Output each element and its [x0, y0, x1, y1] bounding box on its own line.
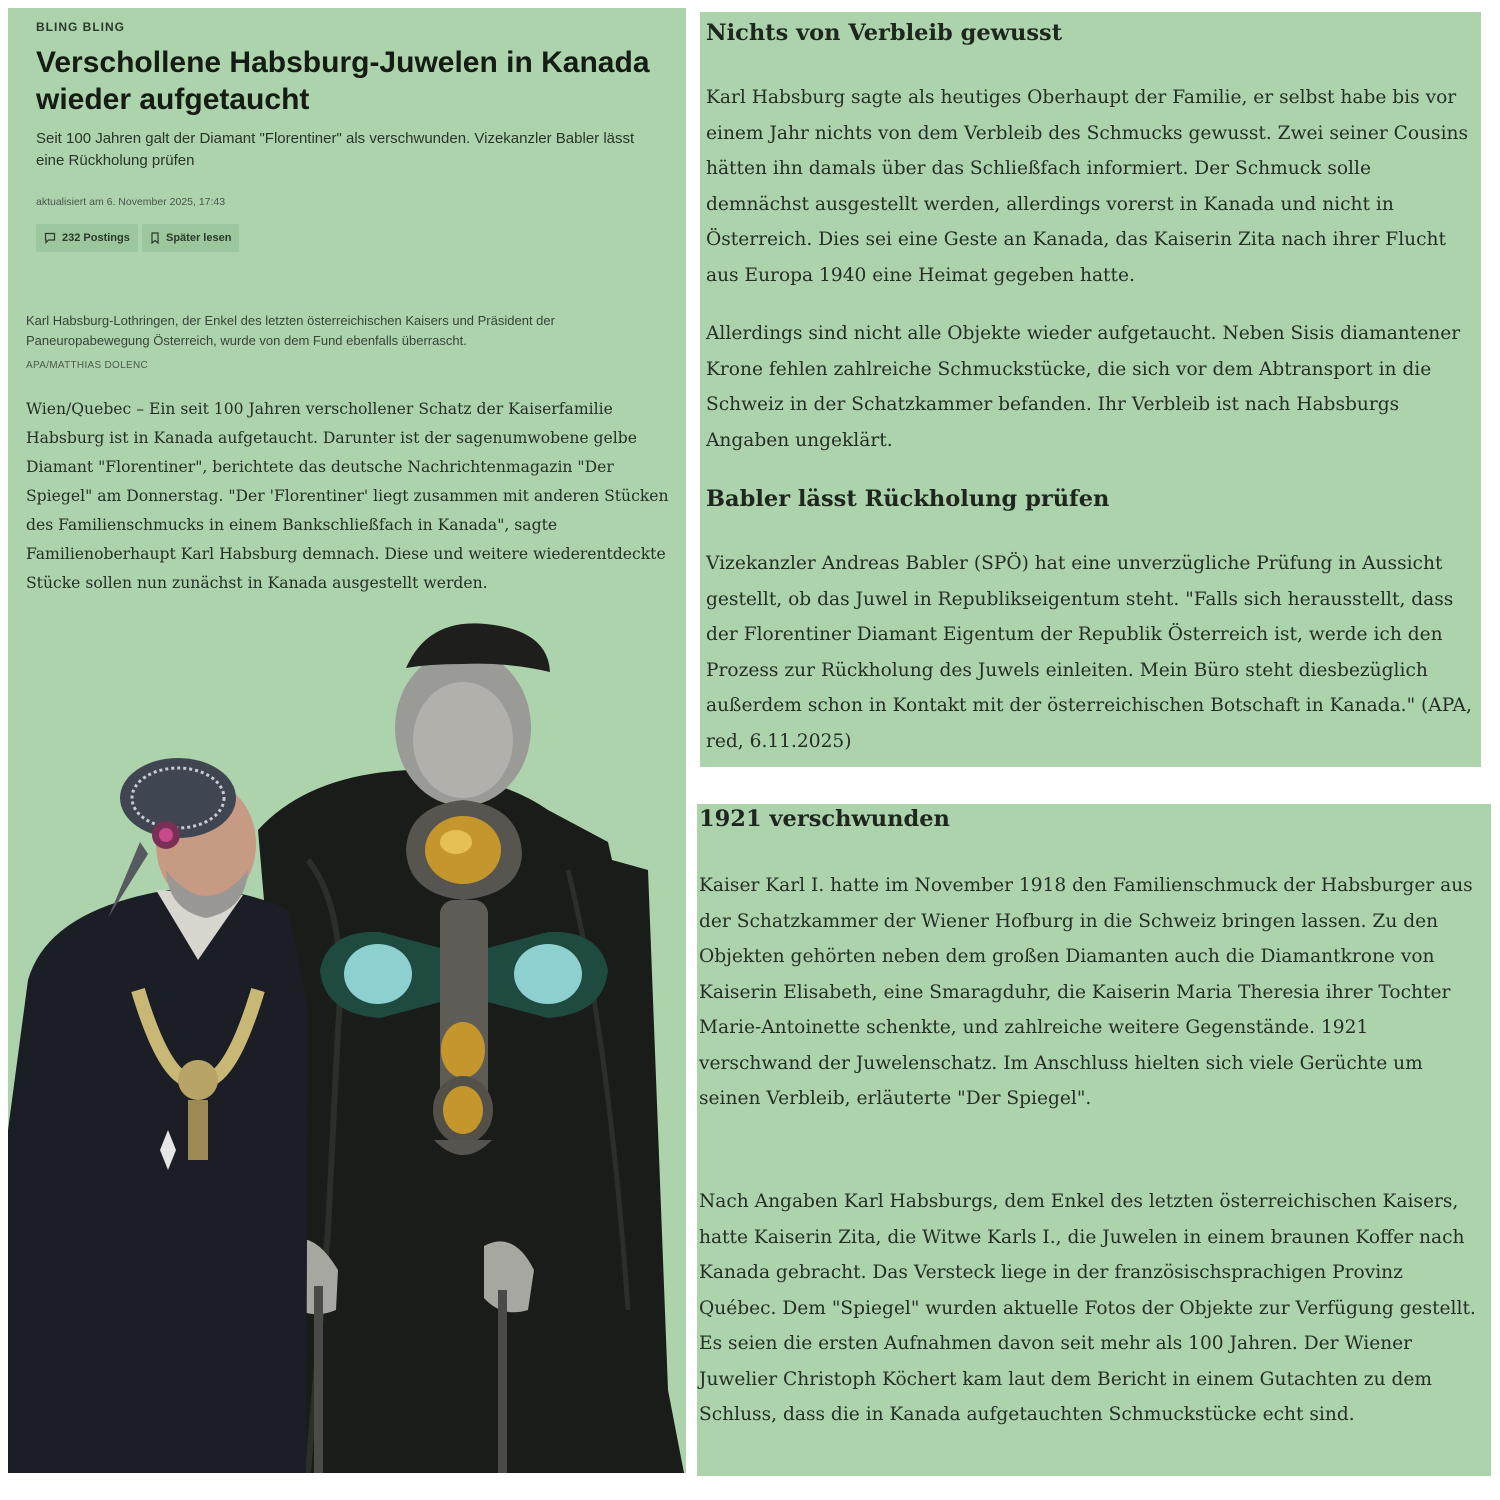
paragraph-1921: Kaiser Karl I. hatte im November 1918 den Familienschmuck der Habsburger aus der Schatzkammer der Wiener Hofburg in die Schweiz bringen lassen. Zu den Objekten gehörten neben dem großen Diamanten auch die Diamantkrone von Kaiserin Elisabeth, eine Smaragduhr, die Kaiserin Maria Theresia ihrer Tochter Marie-Antoinette schenkte, und zahlreiche weitere Gegenstände. 1921 verschwand der Juwelenschatz. Im Anschluss hielten sich viele Gerüchte um seinen Verbleib, erläuterte "Der Spiegel".: [699, 875, 1473, 1109]
article-body: Wien/Quebec – Ein seit 100 Jahren verschollener Schatz der Kaiserfamilie Habsburg ist in Kanada aufgetaucht. Darunter ist der sagenumwobene gelbe Diamant "Florentiner", berichtete das deutsche Nachrichtenmagazin "Der Spiegel" am Donnerstag. "Der 'Florentiner' liegt zusammen mit anderen Stücken des Familienschmucks in einem Bankschließfach in Kanada", sagte Familienoberhaupt Karl Habsburg demnach. Diese und weitere wiederentdeckte Stücke sollen nun zunächst in Kanada ausgestellt werden.: [26, 400, 669, 592]
read-later-label: Später lesen: [166, 232, 232, 244]
paragraph-verbleib: Karl Habsburg sagte als heutiges Oberhaupt der Familie, er selbst habe bis vor einem Jahr nichts von dem Verbleib des Schmucks gewusst. Zwei seiner Cousins hätten ihn damals über das Schließfach informiert. Der Schmuck solle demnächst ausgestellt werden, allerdings vorerst in Kanada und nicht in Österreich. Dies sei eine Geste an Kanada, das Kaiserin Zita nach ihrer Flucht aus Europa 1940 eine Heimat gegeben hatte.: [706, 87, 1469, 286]
section-heading-babler: Babler lässt Rückholung prüfen: [706, 486, 1110, 512]
paragraph-kanada: Nach Angaben Karl Habsburgs, dem Enkel des letzten österreichischen Kaisers, hatte Kaiserin Zita, die Witwe Karls I., die Juwelen in einem braunen Koffer nach Kanada gebracht. Das Versteck liege in der französischsprachigen Provinz Québec. Dem "Spiegel" wurden aktuelle Fotos der Objekte zur Verfügung gestellt. Es seien die ersten Aufnahmen davon seit mehr als 100 Jahren. Der Wiener Juwelier Christoph Köchert kam laut dem Bericht in einem Gutachten zu dem Schluss, dass die in Kanada aufgetauchten Schmuckstücke echt sind.: [699, 1191, 1476, 1425]
article-kicker: BLING BLING: [36, 20, 125, 34]
section-heading-verbleib: Nichts von Verbleib gewusst: [706, 20, 1063, 46]
photo-caption: Karl Habsburg-Lothringen, der Enkel des letzten österreichischen Kaisers und Präsident der Paneuropabewegung Österreich, wurde von dem Fund ebenfalls überrascht.: [26, 313, 555, 348]
article-lede: Seit 100 Jahren galt der Diamant "Florentiner" als verschwunden. Vizekanzler Babler lässt eine Rückholung prüfen: [36, 130, 635, 169]
photo-credit: APA/MATTHIAS DOLENC: [26, 360, 149, 371]
comment-icon: [44, 232, 56, 244]
article-headline: Verschollene Habsburg-Juwelen in Kanada wieder aufgetaucht: [36, 46, 650, 116]
article-right-top-panel: [700, 12, 1481, 767]
postings-button[interactable]: [36, 224, 138, 252]
read-later-button[interactable]: [142, 224, 239, 252]
bookmark-icon: [150, 232, 160, 244]
article-right-bottom-panel: [697, 804, 1491, 1476]
collage-image: [8, 610, 686, 1473]
postings-label: 232 Postings: [62, 232, 130, 244]
section-heading-1921: 1921 verschwunden: [699, 806, 950, 832]
paragraph-objekte: Allerdings sind nicht alle Objekte wieder aufgetaucht. Neben Sisis diamantener Krone fehlen zahlreiche Schmuckstücke, die sich vor dem Abtransport in die Schweiz in der Schatzkammer befanden. Ihr Verbleib ist nach Habsburgs Angaben ungeklärt.: [706, 323, 1461, 451]
paragraph-babler: Vizekanzler Andreas Babler (SPÖ) hat eine unverzügliche Prüfung in Aussicht gestellt, ob das Juwel in Republikseigentum steht. "Falls sich herausstellt, dass der Florentiner Diamant Eigentum der Republik Österreich ist, werde ich den Prozess zur Rückholung des Juwels einleiten. Mein Büro steht diesbezüglich außerdem schon in Kontakt mit der österreichischen Botschaft in Kanada." (APA, red, 6.11.2025): [706, 553, 1472, 752]
article-dateline: aktualisiert am 6. November 2025, 17:43: [36, 196, 226, 208]
